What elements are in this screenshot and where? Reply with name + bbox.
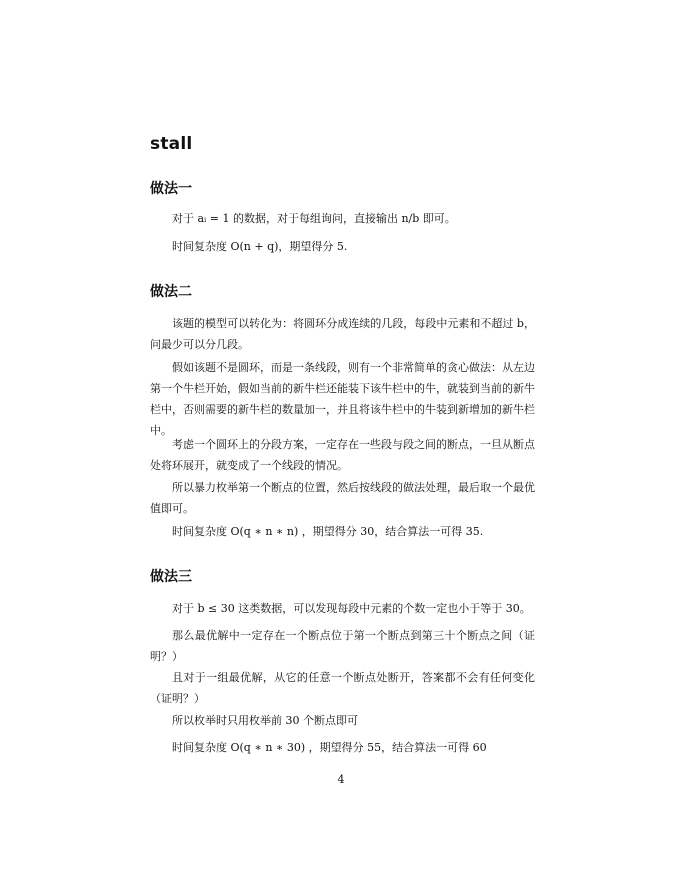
- method-3-paragraph: 时间复杂度 O(q ∗ n ∗ 30) ，期望得分 55，结合算法一可得 60: [172, 741, 487, 754]
- page-number: 4: [337, 773, 345, 786]
- method-3-heading: 做法三: [150, 569, 192, 585]
- method-2-paragraph: 假如该题不是圆环，而是一条线段，则有一个非常简单的贪心做法：从左边第一个牛栏开始，假如当前的新牛栏还能装下该牛栏中的牛，就装到当前的新牛栏中，否则需要的新牛栏的数量加一，并且将该牛栏中的牛装到新增加的新牛栏中。: [150, 361, 535, 437]
- method-1-paragraph: 对于 aᵢ = 1 的数据，对于每组询问，直接输出 n/b 即可。: [172, 212, 456, 225]
- method-2-paragraph: 所以暴力枚举第一个断点的位置，然后按线段的做法处理，最后取一个最优值即可。: [150, 481, 535, 515]
- method-3-paragraph: 且对于一组最优解，从它的任意一个断点处断开，答案都不会有任何变化（证明？）: [150, 671, 535, 705]
- method-1-paragraph: 时间复杂度 O(n + q)，期望得分 5.: [172, 240, 348, 253]
- method-2-paragraph: 考虑一个圆环上的分段方案，一定存在一些段与段之间的断点，一旦从断点处将环展开，就变成了一个线段的情况。: [150, 438, 535, 472]
- method-3-paragraph: 所以枚举时只用枚举前 30 个断点即可: [172, 714, 358, 727]
- section-title: stall: [150, 134, 193, 154]
- method-2-paragraph: 时间复杂度 O(q ∗ n ∗ n) ，期望得分 30，结合算法一可得 35.: [172, 525, 484, 538]
- method-3-paragraph: 那么最优解中一定存在一个断点位于第一个断点到第三十个断点之间（证明？）: [150, 629, 535, 663]
- method-1-heading: 做法一: [150, 181, 192, 197]
- method-3-paragraph: 对于 b ≤ 30 这类数据，可以发现每段中元素的个数一定也小于等于 30。: [172, 602, 531, 615]
- method-2-paragraph: 该题的模型可以转化为：将圆环分成连续的几段，每段中元素和不超过 b，问最少可以分几段。: [150, 317, 535, 351]
- method-2-heading: 做法二: [150, 284, 192, 300]
